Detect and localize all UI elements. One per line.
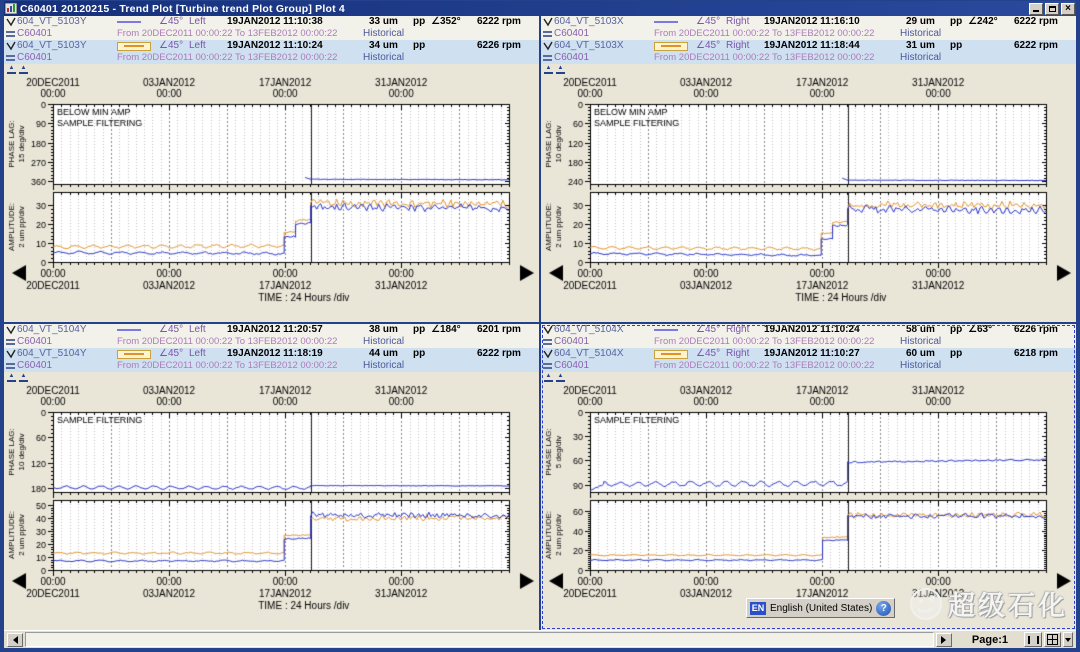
minimize-icon [1033,10,1039,12]
close-button[interactable] [1061,3,1075,15]
hscroll-left-button[interactable] [7,633,23,647]
sample-rpm: 6222 rpm [477,16,521,27]
machine-row[interactable] [4,52,539,64]
time-range: From 20DEC2011 00:00:22 To 13FEB2012 00:00:22 [654,360,875,371]
channel-name: 604_VT_5103X [554,16,624,27]
collapse-up-icon[interactable]: ▲ [544,65,553,74]
machine-row[interactable] [4,28,539,40]
help-button[interactable]: ? [876,601,891,616]
machine-icon [543,338,553,346]
machine-row[interactable] [4,360,539,372]
channel-name: 604_VT_5104Y [17,324,87,335]
collapse-all-icon[interactable]: ▲ [556,65,565,74]
probe-angle: ∠45° [159,40,184,51]
pause-button[interactable] [1024,632,1042,647]
legend-solid-line [654,329,678,331]
sample-datetime: 19JAN2012 11:10:27 [764,348,860,359]
collapse-all-icon[interactable]: ▲ [19,65,28,74]
chevron-down-icon [1065,638,1071,645]
channel-name: 604_VT_5104X [554,324,624,335]
probe-side: Left [189,324,206,335]
channel-row[interactable] [541,16,1076,28]
sample-rpm: 6201 rpm [477,324,521,335]
pp-label: pp [413,40,426,51]
legend-dashed-box [654,350,688,359]
machine-row[interactable] [541,28,1076,40]
scroll-right-icon [941,636,950,644]
sample-amplitude: 58 um [906,324,935,335]
machine-name: C60401 [17,52,53,63]
collapse-icons[interactable] [541,372,1076,382]
channel-row[interactable] [4,348,539,360]
restore-button[interactable] [1045,3,1059,15]
watermark-text: 超级石化 [948,591,1068,621]
restore-icon [1049,6,1056,12]
probe-icon [543,325,553,335]
sample-rpm: 6222 rpm [1014,40,1058,51]
channel-name: 604_VT_5103X [554,40,624,51]
channel-row[interactable] [541,348,1076,360]
probe-icon [6,17,16,27]
sample-datetime: 19JAN2012 11:10:24 [227,40,323,51]
probe-angle: ∠45° [696,16,721,27]
hscroll-track[interactable] [25,632,934,647]
machine-icon [6,30,16,38]
pp-label: pp [950,16,963,27]
trend-panel[interactable] [541,324,1076,630]
legend-dashed-box [654,42,688,51]
time-range: From 20DEC2011 00:00:22 To 13FEB2012 00:00:22 [117,52,338,63]
legend-dashed-box [117,42,151,51]
plot-grid [4,16,1076,630]
sample-amplitude: 38 um [369,324,398,335]
machine-row[interactable] [541,360,1076,372]
machine-name: C60401 [17,28,53,39]
sample-datetime: 19JAN2012 11:10:38 [227,16,323,27]
trend-chart[interactable] [5,74,539,314]
trend-panel[interactable] [4,324,539,630]
probe-icon [543,349,553,359]
collapse-up-icon[interactable]: ▲ [7,373,16,382]
probe-side: Right [726,16,750,27]
collapse-all-icon[interactable]: ▲ [19,373,28,382]
probe-side: Left [189,16,206,27]
sample-datetime: 19JAN2012 11:18:19 [227,348,323,359]
hscroll-right-button[interactable] [936,633,952,647]
collapse-up-icon[interactable]: ▲ [7,65,16,74]
page-indicator: Page:1 [971,633,1008,646]
channel-name: 604_VT_5104Y [17,348,87,359]
data-mode: Historical [900,360,942,371]
data-mode: Historical [363,336,405,347]
app-icon [5,3,17,14]
machine-row[interactable] [541,336,1076,348]
machine-icon [6,54,16,62]
sample-rpm: 6222 rpm [477,348,521,359]
time-range: From 20DEC2011 00:00:22 To 13FEB2012 00:00:22 [117,336,338,347]
sample-amplitude: 60 um [906,348,935,359]
machine-name: C60401 [554,52,590,63]
machine-icon [543,54,553,62]
trend-panel[interactable] [4,16,539,322]
sample-amplitude: 31 um [906,40,935,51]
language-abbr-badge: EN [751,603,765,613]
sample-amplitude: 29 um [906,16,935,27]
language-bar[interactable] [746,598,895,618]
channel-row[interactable] [4,40,539,52]
close-icon: × [1065,2,1071,14]
pp-label: pp [413,348,426,359]
probe-angle: ∠45° [696,40,721,51]
channel-row[interactable] [4,16,539,28]
window-title: C60401 20120215 - Trend Plot [Turbine trend Plot Group] Plot 4 [20,2,345,15]
legend-dashed-box [117,350,151,359]
legend-solid-line [117,329,141,331]
machine-icon [6,338,16,346]
probe-angle: ∠45° [159,348,184,359]
sample-phase: ∠242° [968,16,998,27]
channel-name: 604_VT_5103Y [17,40,87,51]
sample-amplitude: 34 um [369,40,398,51]
machine-row[interactable] [4,336,539,348]
channel-row[interactable] [541,40,1076,52]
sample-amplitude: 44 um [369,348,398,359]
pause-icon [1028,636,1039,644]
pp-label: pp [413,324,426,335]
pp-label: pp [413,16,426,27]
channel-name: 604_VT_5103Y [17,16,87,27]
status-bar [4,630,1076,648]
machine-name: C60401 [17,360,53,371]
legend-solid-line [654,21,678,23]
channel-name: 604_VT_5104X [554,348,624,359]
time-range: From 20DEC2011 00:00:22 To 13FEB2012 00:00:22 [654,28,875,39]
sample-phase: ∠184° [431,324,461,335]
probe-angle: ∠45° [159,324,184,335]
title-bar [4,1,1076,16]
sample-rpm: 6222 rpm [1014,16,1058,27]
collapse-icons[interactable] [4,64,539,74]
machine-icon [6,362,16,370]
probe-angle: ∠45° [696,324,721,335]
data-mode: Historical [900,52,942,63]
trend-chart[interactable] [542,382,1076,622]
layout-dropdown-button[interactable] [1063,632,1073,647]
sample-phase: ∠352° [431,16,461,27]
trend-chart[interactable] [5,382,539,622]
machine-row[interactable] [541,52,1076,64]
probe-icon [6,325,16,335]
sample-rpm: 6226 rpm [477,40,521,51]
probe-icon [6,349,16,359]
sample-amplitude: 33 um [369,16,398,27]
data-mode: Historical [363,28,405,39]
data-mode: Historical [363,52,405,63]
probe-icon [6,41,16,51]
sample-rpm: 6226 rpm [1014,324,1058,335]
probe-side: Right [726,324,750,335]
minimize-button[interactable] [1029,3,1043,15]
probe-icon [543,41,553,51]
collapse-up-icon[interactable]: ▲ [544,373,553,382]
sample-datetime: 19JAN2012 11:10:24 [764,324,860,335]
machine-name: C60401 [17,336,53,347]
sample-datetime: 19JAN2012 11:18:44 [764,40,860,51]
machine-name: C60401 [554,360,590,371]
machine-icon [543,30,553,38]
collapse-icons[interactable] [4,372,539,382]
probe-angle: ∠45° [159,16,184,27]
data-mode: Historical [900,336,942,347]
collapse-icons[interactable] [541,64,1076,74]
sample-datetime: 19JAN2012 11:16:10 [764,16,860,27]
probe-icon [543,17,553,27]
probe-side: Right [726,40,750,51]
time-range: From 20DEC2011 00:00:22 To 13FEB2012 00:00:22 [117,360,338,371]
grid-layout-icon [1047,634,1058,645]
time-range: From 20DEC2011 00:00:22 To 13FEB2012 00:00:22 [117,28,338,39]
machine-name: C60401 [554,336,590,347]
pp-label: pp [950,40,963,51]
collapse-all-icon[interactable]: ▲ [556,373,565,382]
time-range: From 20DEC2011 00:00:22 To 13FEB2012 00:00:22 [654,52,875,63]
pp-label: pp [950,324,963,335]
channel-row[interactable] [541,324,1076,336]
data-mode: Historical [900,28,942,39]
trend-panel[interactable] [541,16,1076,322]
probe-angle: ∠45° [696,348,721,359]
probe-side: Left [189,40,206,51]
trend-chart[interactable] [542,74,1076,314]
time-range: From 20DEC2011 00:00:22 To 13FEB2012 00:00:22 [654,336,875,347]
probe-side: Right [726,348,750,359]
pp-label: pp [950,348,963,359]
scroll-left-icon [9,636,18,644]
legend-solid-line [117,21,141,23]
channel-row[interactable] [4,324,539,336]
layout-grid-button[interactable] [1044,632,1061,647]
machine-icon [543,362,553,370]
sample-rpm: 6218 rpm [1014,348,1058,359]
machine-name: C60401 [554,28,590,39]
sample-datetime: 19JAN2012 11:20:57 [227,324,323,335]
language-label: English (United States) [770,602,873,614]
sample-phase: ∠63° [968,324,993,335]
probe-side: Left [189,348,206,359]
data-mode: Historical [363,360,405,371]
